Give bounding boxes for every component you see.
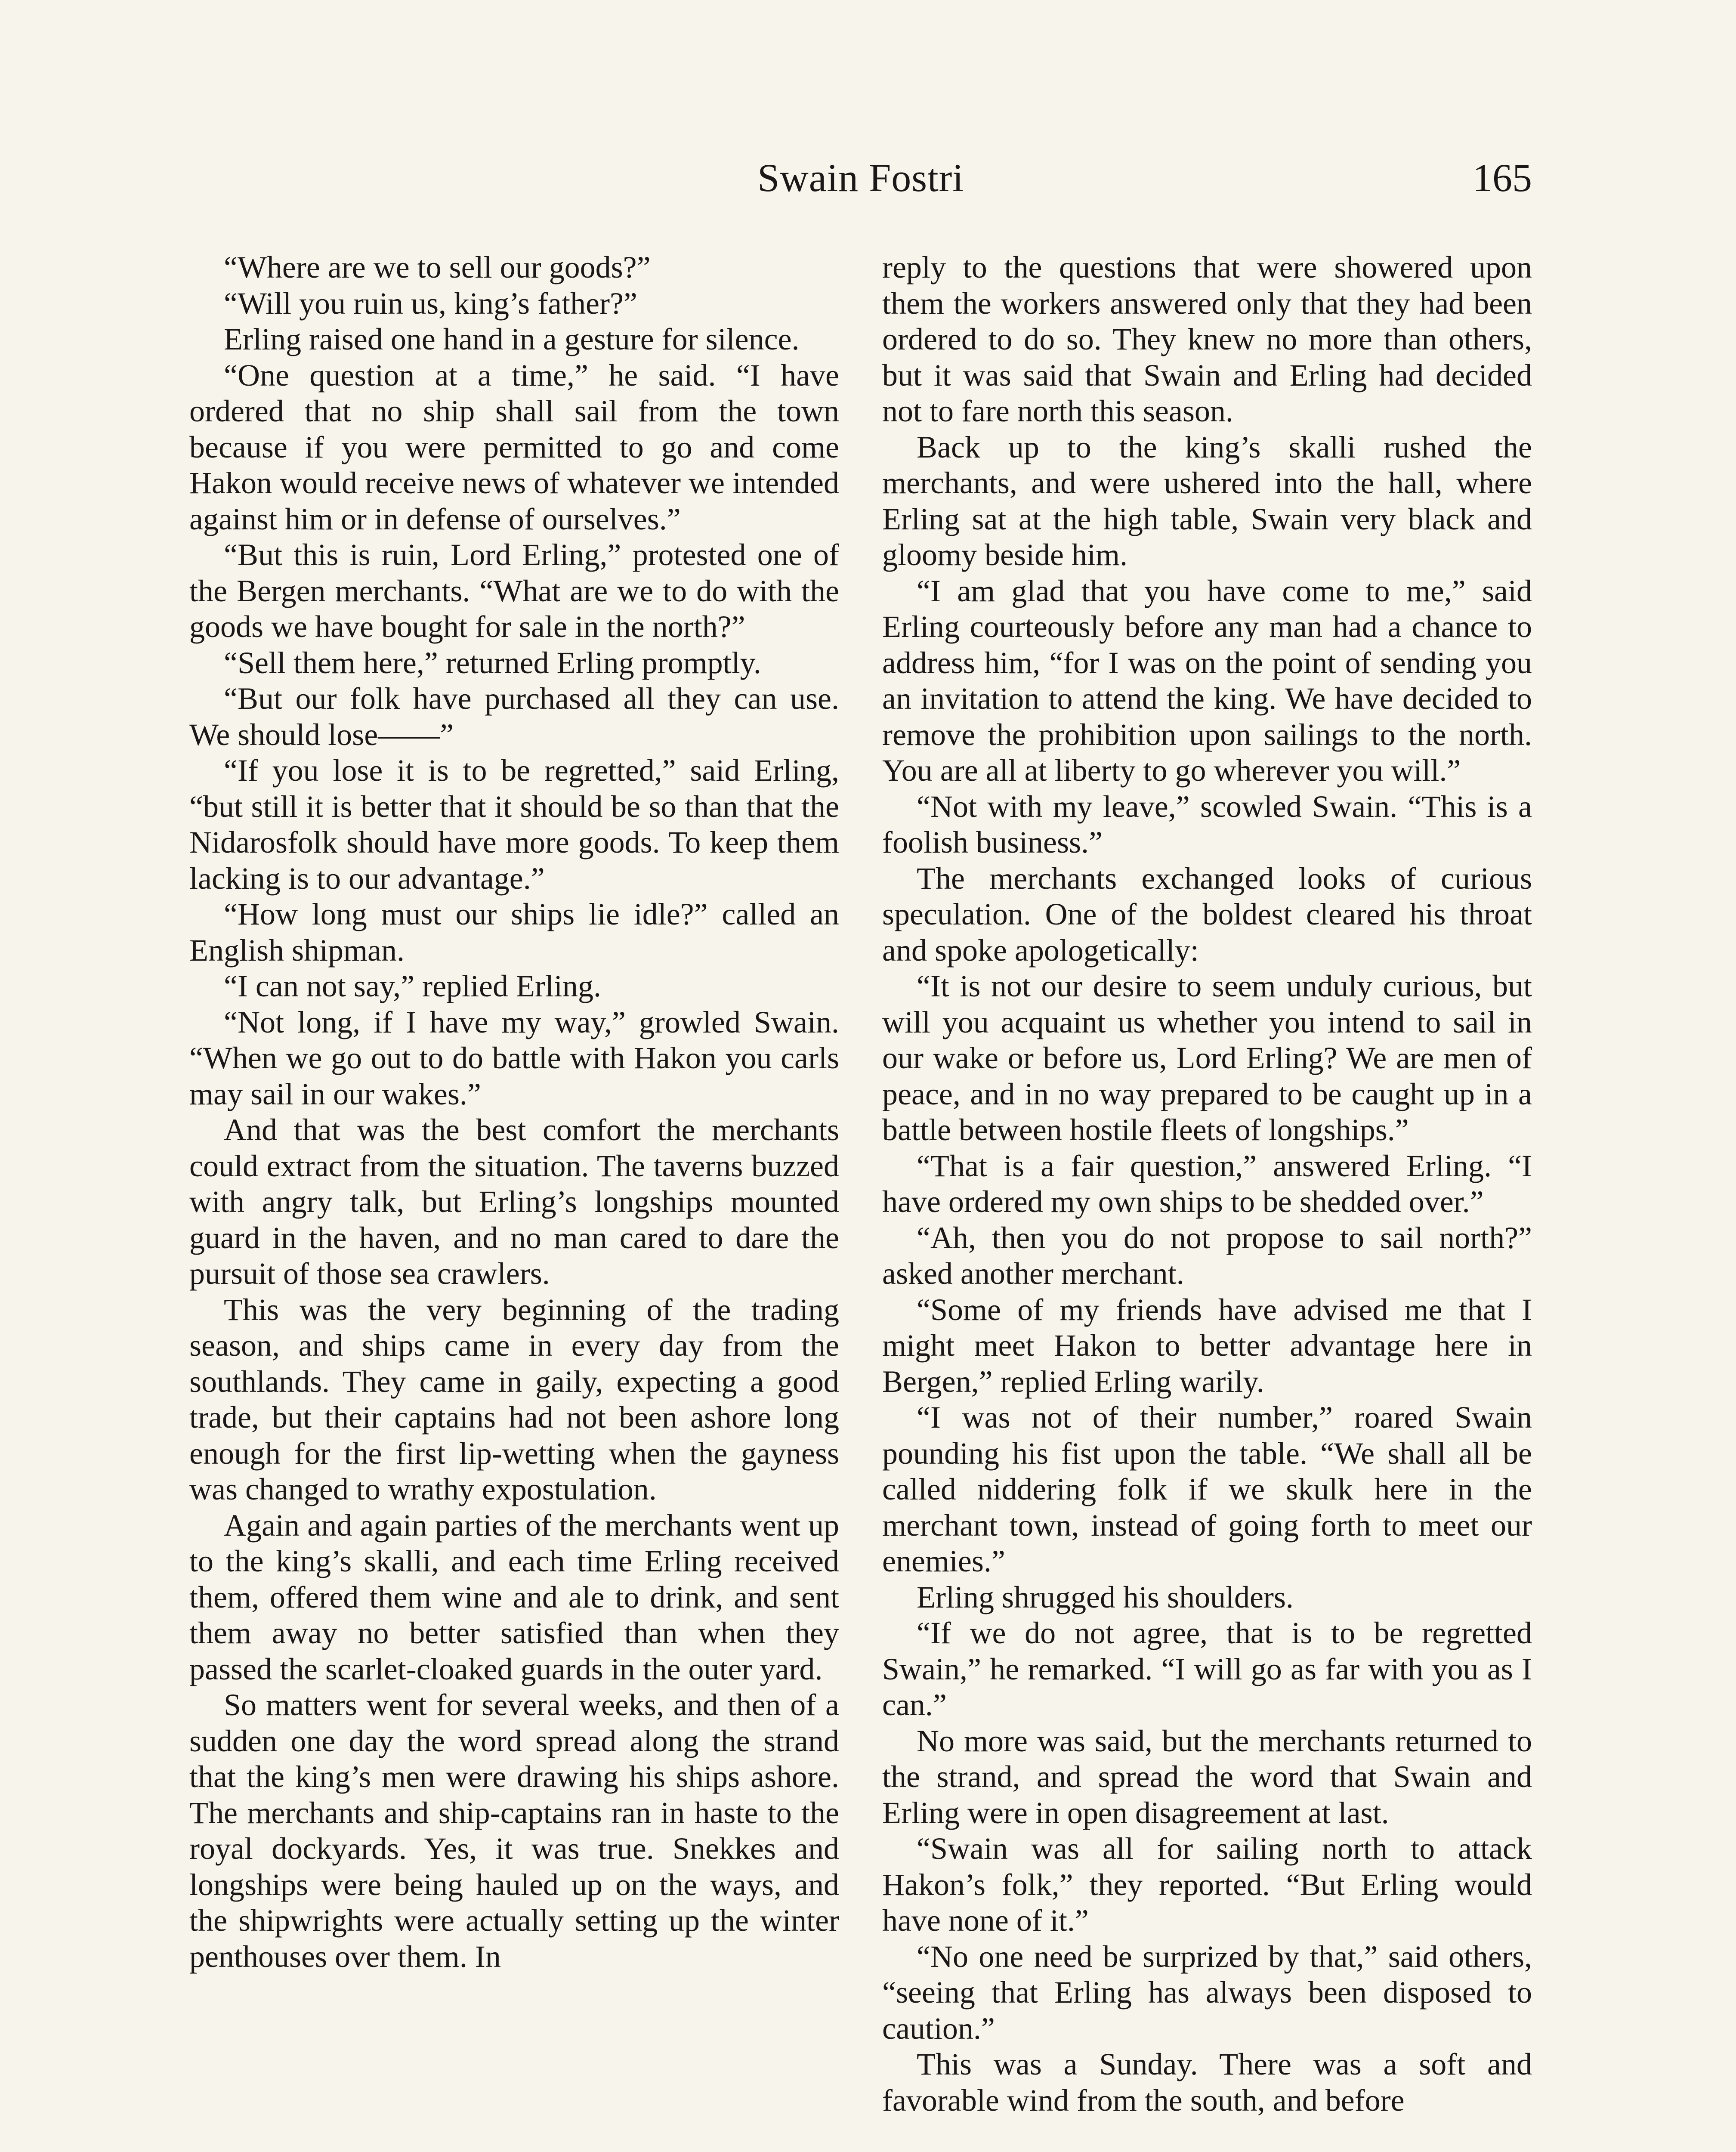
paragraph: No more was said, but the merchants returned to the strand, and spread the word that Swain and Erling were in open disagreement at last. — [882, 1723, 1532, 1830]
paragraph: “How long must our ships lie idle?” called an English shipman. — [189, 897, 839, 968]
paragraph: “I am glad that you have come to me,” said Erling courteously before any man had a chance to address him, “for I was on the point of sending you an invitation to attend the king. We have decided to remove the prohibition upon sailings to the north. You are all at liberty to go wherever you will.” — [882, 573, 1532, 788]
paragraph: “Not with my leave,” scowled Swain. “This is a foolish business.” — [882, 789, 1532, 860]
paragraph: “Not long, if I have my way,” growled Swain. “When we go out to do battle with Hakon you carls may sail in our wakes.” — [189, 1005, 839, 1111]
paragraph: Again and again parties of the merchants went up to the king’s skalli, and each time Erling received them, offered them wine and ale to drink, and sent them away no better satisfied than when they passed the scarlet-cloaked guards in the outer yard. — [189, 1508, 839, 1686]
paragraph: “That is a fair question,” answered Erling. “I have ordered my own ships to be shedded over.” — [882, 1148, 1532, 1219]
paragraph: This was a Sunday. There was a soft and favorable wind from the south, and before — [882, 2047, 1532, 2118]
paragraph: Erling raised one hand in a gesture for silence. — [224, 322, 800, 356]
paragraph: “I was not of their number,” roared Swain pounding his fist upon the table. “We shall all be called niddering folk if we skulk here in the merchant town, instead of going forth to meet our enemies.” — [882, 1400, 1532, 1578]
paragraph: “One question at a time,” he said. “I have ordered that no ship shall sail from the town because if you were permitted to go and come Hakon would receive news of whatever we intended against him or in defense of ourselves.” — [189, 358, 839, 536]
page-number: 165 — [1473, 156, 1532, 200]
paragraph: So matters went for several weeks, and then of a sudden one day the word spread along the strand that the king’s men were drawing his ships ashore. The merchants and ship-captains ran in haste to the royal dockyards. Yes, it was true. Snekkes and longships were being hauled up on the ways, and the shipwrights were actually setting up the winter penthouses over them. In — [189, 1688, 839, 1974]
page-header — [189, 155, 1532, 220]
paragraph: “Will you ruin us, king’s father?” — [224, 286, 637, 321]
paragraph: “Ah, then you do not propose to sail north?” asked another merchant. — [882, 1220, 1532, 1291]
paragraph: “Where are we to sell our goods?” — [224, 250, 651, 284]
paragraph: “Sell them here,” returned Erling promptly. — [224, 645, 761, 680]
left-text-column — [189, 250, 839, 1975]
paragraph: “It is not our desire to seem unduly curious, but will you acquaint us whether you intend to sail in our wake or before us, Lord Erling? We are men of peace, and in no way prepared to be caught up in a battle between hostile fleets of longships.” — [882, 969, 1532, 1147]
paragraph: Back up to the king’s skalli rushed the merchants, and were ushered into the hall, where Erling sat at the high table, Swain very black and gloomy beside him. — [882, 430, 1532, 572]
paragraph: “Swain was all for sailing north to attack Hakon’s folk,” they reported. “But Erling would have none of it.” — [882, 1831, 1532, 1938]
running-head: Swain Fostri — [757, 156, 964, 200]
right-text-column — [882, 250, 1532, 2118]
paragraph: This was the very beginning of the trading season, and ships came in every day from the southlands. They came in gaily, expecting a good trade, but their captains had not been ashore long enough for the first lip-wetting when the gayness was changed to wrathy expostulation. — [189, 1292, 839, 1506]
paragraph: Erling shrugged his shoulders. — [917, 1580, 1294, 1614]
paragraph: “If we do not agree, that is to be regretted Swain,” he remarked. “I will go as far with you as I can.” — [882, 1616, 1532, 1722]
paragraph-continued: reply to the questions that were showered upon them the workers answered only that they had been ordered to do so. They knew no more than others, but it was said that Swain and Erling had decided not to fare north this season. — [882, 250, 1532, 428]
paragraph: The merchants exchanged looks of curious speculation. One of the boldest cleared his throat and spoke apologetically: — [882, 861, 1532, 968]
paragraph: “I can not say,” replied Erling. — [224, 969, 601, 1003]
paragraph: “No one need be surprized by that,” said others, “seeing that Erling has always been disposed to caution.” — [882, 1939, 1532, 2046]
paragraph: And that was the best comfort the merchants could extract from the situation. The taverns buzzed with angry talk, but Erling’s longships mounted guard in the haven, and no man cared to dare the pursuit of those sea crawlers. — [189, 1113, 839, 1291]
paragraph: “But this is ruin, Lord Erling,” protested one of the Bergen merchants. “What are we to do with the goods we have bought for sale in the north?” — [189, 538, 839, 644]
paragraph: “Some of my friends have advised me that I might meet Hakon to better advantage here in Bergen,” replied Erling warily. — [882, 1292, 1532, 1399]
paragraph: “But our folk have purchased all they can use. We should lose——” — [189, 681, 839, 752]
paragraph: “If you lose it is to be regretted,” said Erling, “but still it is better that it should be so than that the Nidarosfolk should have more goods. To keep them lacking is to our advantage.” — [189, 753, 839, 896]
